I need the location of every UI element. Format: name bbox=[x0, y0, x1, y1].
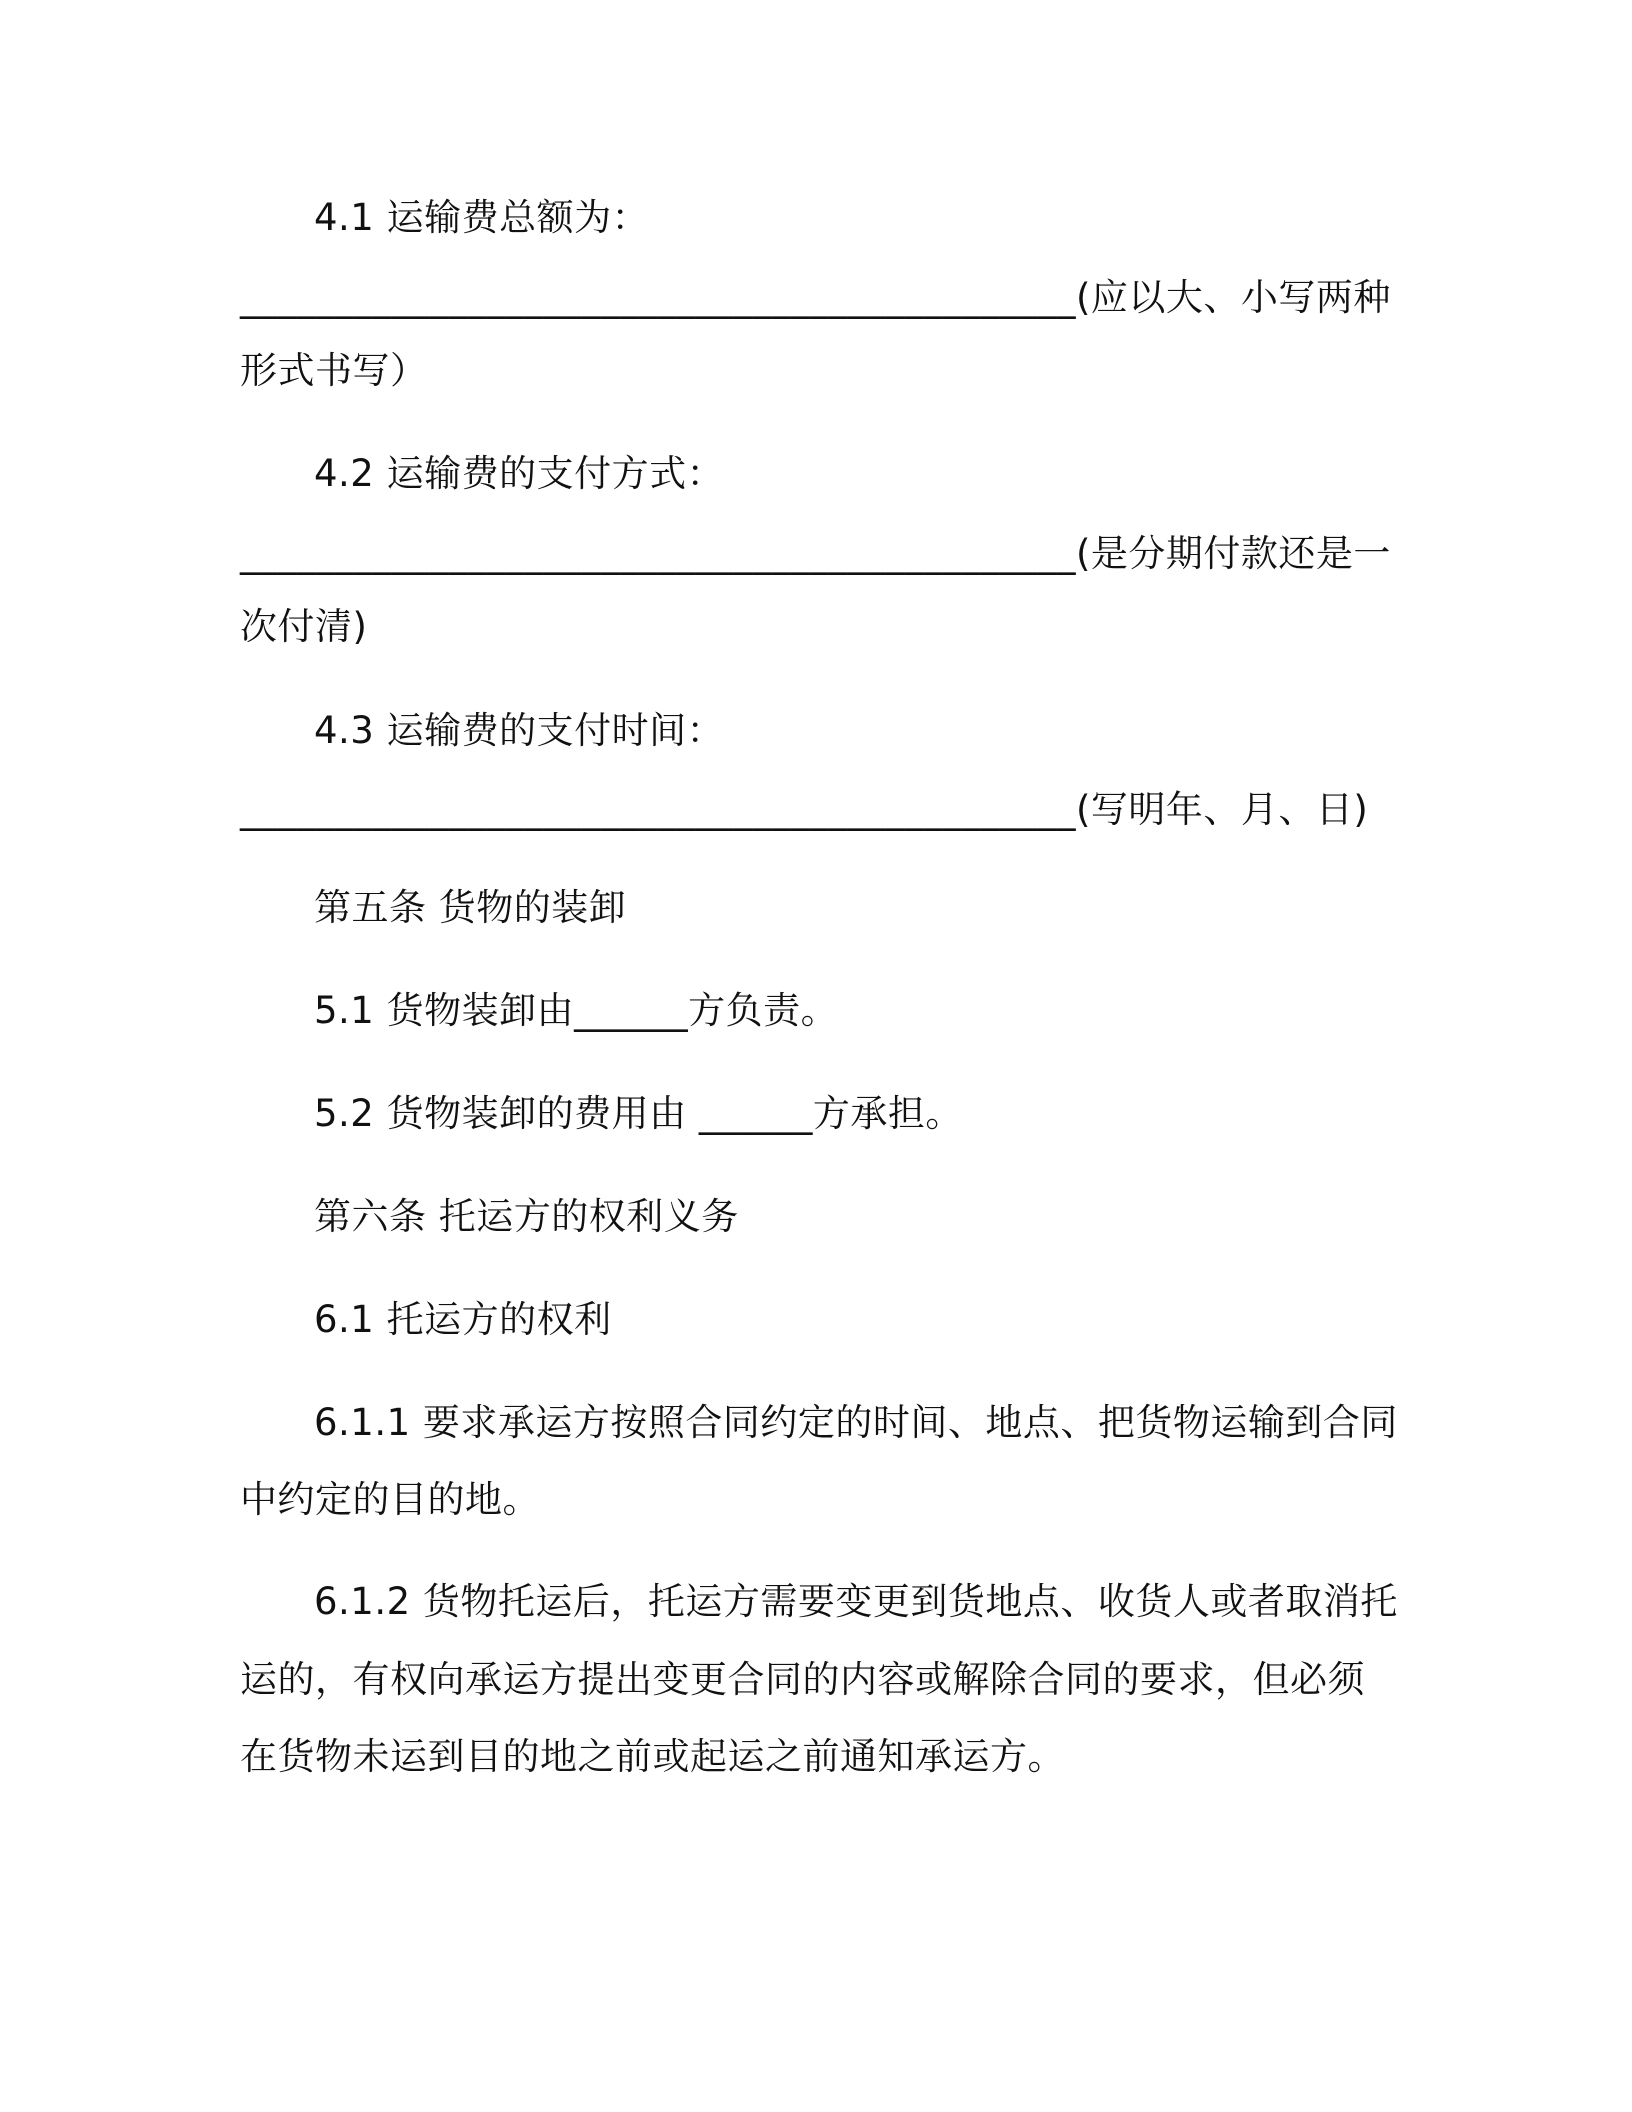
clause-6-1-1-line1: 6.1.1 要求承运方按照合同约定的时间、地点、把货物运输到合同 bbox=[314, 1401, 1398, 1444]
clause-5-2: 5.2 货物装卸的费用由 ______方承担。 bbox=[314, 1092, 963, 1135]
clause-4-2-heading: 4.2 运输费的支付方式： bbox=[314, 452, 725, 495]
clause-4-1-blank-line: ____________________________________________(应以大、小写两种 bbox=[240, 276, 1391, 319]
clause-6-1: 6.1 托运方的权利 bbox=[314, 1298, 612, 1341]
article-5-title: 第五条 货物的装卸 bbox=[314, 886, 627, 929]
document-page bbox=[240, 0, 1398, 2112]
clause-4-2-blank-line: ____________________________________________(是分期付款还是一 bbox=[240, 532, 1391, 575]
article-6-title: 第六条 托运方的权利义务 bbox=[314, 1195, 739, 1238]
clause-4-3-blank-line: ____________________________________________(写明年、月、日) bbox=[240, 788, 1369, 831]
clause-4-3-heading: 4.3 运输费的支付时间： bbox=[314, 709, 725, 752]
clause-4-2-continuation: 次付清) bbox=[240, 605, 368, 648]
clause-4-1-continuation: 形式书写） bbox=[240, 349, 428, 392]
clause-6-1-2-line3: 在货物未运到目的地之前或起运之前通知承运方。 bbox=[240, 1735, 1065, 1778]
clause-6-1-2-line2: 运的，有权向承运方提出变更合同的内容或解除合同的要求，但必须 bbox=[240, 1658, 1365, 1701]
clause-5-1: 5.1 货物装卸由______方负责。 bbox=[314, 989, 839, 1032]
clause-6-1-2-line1: 6.1.2 货物托运后，托运方需要变更到货地点、收货人或者取消托 bbox=[314, 1580, 1398, 1623]
clause-4-1-heading: 4.1 运输费总额为： bbox=[314, 196, 650, 239]
clause-6-1-1-line2: 中约定的目的地。 bbox=[240, 1478, 540, 1521]
